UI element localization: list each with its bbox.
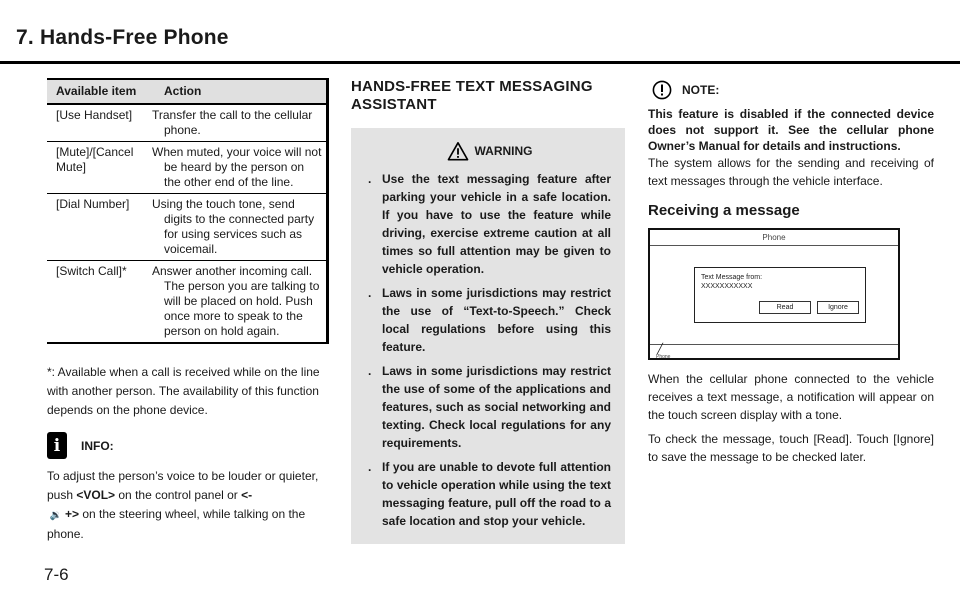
warning-text: If you are unable to devote full attention to vehicle operation while using the text messaging feature, pull off the road to a safe location and stop your vehicle. <box>382 460 611 528</box>
right-column <box>648 78 934 466</box>
table-cell-item: [Dial Number] <box>47 194 153 261</box>
table-cell-action: When muted, your voice will not be heard by the person on the other end of the line. <box>153 142 328 194</box>
info-text-part: on the steering wheel, while talking on the phone. <box>47 507 306 541</box>
title-rule <box>0 61 960 64</box>
warning-list <box>368 170 611 530</box>
screen-divider <box>650 245 898 246</box>
phone-screen-illustration <box>648 228 900 360</box>
table-cell-action: Transfer the call to the cellular phone. <box>153 104 328 142</box>
table-header-row <box>47 79 328 104</box>
list-item: . Laws in some jurisdictions may restrict the use of some of the applications and features, such as social networking and texting. Check local regulations for any requirements. <box>368 364 611 450</box>
warning-text: Laws in some jurisdictions may restrict the use of “Text-to-Speech.” Check local regulations before using this feature. <box>382 286 611 354</box>
screen-title: Phone <box>762 233 786 242</box>
table-cell-item: [Switch Call]* <box>47 261 153 344</box>
table-cell-action: Using the touch tone, send digits to the connected party for using services such as voicemail. <box>153 194 328 261</box>
section-title-text-messaging: HANDS-FREE TEXT MESSAGING ASSISTANT <box>351 78 593 113</box>
receiving-paragraph-1: When the cellular phone connected to the vehicle receives a text message, a notification will appear on the touch screen display with a tone. <box>648 372 934 422</box>
message-sender: XXXXXXXXXXX <box>701 283 753 290</box>
note-text: The system allows for the sending and receiving of text messages through the vehicle interface. <box>648 156 934 188</box>
info-icon: i <box>47 432 67 459</box>
table-header-action: Action <box>153 79 328 104</box>
available-items-table <box>47 78 329 344</box>
screen-content <box>650 230 898 358</box>
table-row <box>47 194 328 261</box>
ignore-button[interactable]: Ignore <box>817 301 859 314</box>
table-cell-action: Answer another incoming call. The person you are talking to will be placed on hold. Push once more to speak to the person on hold again. <box>153 261 328 344</box>
info-text <box>47 467 329 544</box>
info-text-part: To adjust the person’s voice to be louder or quieter, push <box>47 469 319 502</box>
warning-label: WARNING <box>474 144 533 158</box>
plus-key: +> <box>65 507 80 521</box>
note-heading <box>652 78 934 102</box>
minus-key: <- <box>241 488 253 502</box>
table-cell-item: [Use Handset] <box>47 104 153 142</box>
left-column <box>47 78 329 544</box>
table-cell-item: [Mute]/[Cancel Mute] <box>47 142 153 194</box>
warning-triangle-icon <box>447 141 469 161</box>
text-message-dialog <box>694 267 866 323</box>
middle-column <box>351 78 625 544</box>
screen-footer-divider <box>650 344 898 345</box>
read-button[interactable]: Read <box>759 301 811 314</box>
note-bold-text: This feature is disabled if the connected device does not support it. See the cellular phone Owner’s Manual for details and instructions. <box>648 107 934 153</box>
chapter-title: 7. Hands-Free Phone <box>16 26 229 49</box>
warning-text: Laws in some jurisdictions may restrict the use of some of the applications and features, such as social networking and texting. Check local regulations for any requirements. <box>382 364 611 450</box>
warning-box <box>351 128 625 544</box>
note-exclamation-icon <box>652 80 672 100</box>
phone-icon[interactable]: ╱ <box>657 344 664 355</box>
warning-heading <box>368 140 611 162</box>
list-item: . If you are unable to devote full attention to vehicle operation while using the text messaging feature, pull off the road to a safe location and stop your vehicle. <box>368 460 611 528</box>
receiving-message-title: Receiving a message <box>648 202 800 219</box>
table-footnote: *: Available when a call is received while on the line with another person. The availability of this function depends on the phone device. <box>47 365 320 417</box>
message-from-label: Text Message from: <box>701 274 763 281</box>
vol-key: <VOL> <box>76 488 116 502</box>
table-row <box>47 104 328 142</box>
phone-footer-label: Phone <box>656 354 671 360</box>
list-item: . Use the text messaging feature after parking your vehicle in a safe location. If you have to use the feature while driving, exercise extreme caution at all times so full attention may be given to vehicle operation. <box>368 172 611 276</box>
receiving-paragraph-2: To check the message, touch [Read]. Touch [Ignore] to save the message to be checked later. <box>648 432 934 464</box>
info-heading <box>47 432 329 459</box>
speaker-icon: 🔉 <box>49 510 63 521</box>
info-text-part: on the control panel or <box>115 488 242 502</box>
warning-text: Use the text messaging feature after parking your vehicle in a safe location. If you have to use the feature while driving, exercise extreme caution at all times so full attention may be given to vehicle operation. <box>382 172 611 276</box>
table-header-item: Available item <box>47 79 153 104</box>
note-label: NOTE: <box>682 83 720 97</box>
table-row <box>47 261 328 344</box>
info-label: INFO: <box>81 438 114 453</box>
list-item: . Laws in some jurisdictions may restrict the use of “Text-to-Speech.” Check local regulations before using this feature. <box>368 286 611 354</box>
page-number: 7-6 <box>44 565 69 584</box>
table-row <box>47 142 328 194</box>
